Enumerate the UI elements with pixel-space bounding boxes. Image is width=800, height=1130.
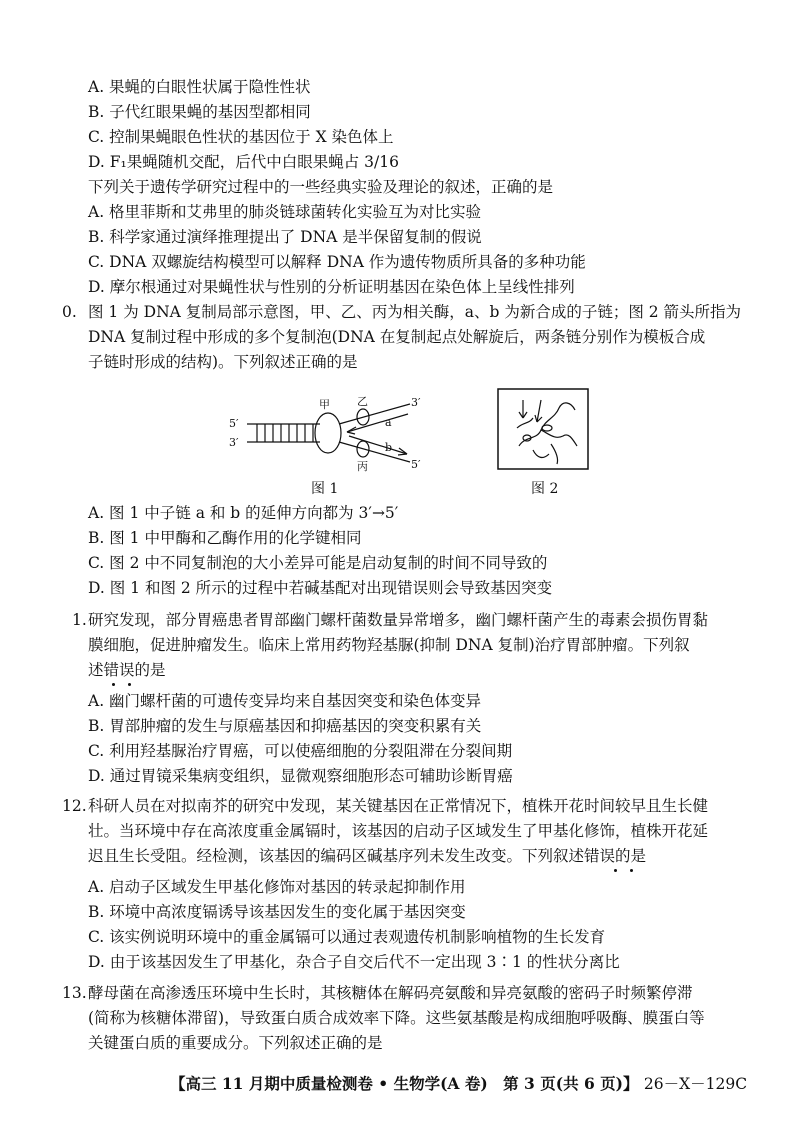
q13-stem-line-2: (简称为核糖体滞留)，导致蛋白质合成效率下降。这些氨基酸是构成细胞呼吸酶、膜蛋白等: [88, 1009, 705, 1027]
q10-stem-line-2: DNA 复制过程中形成的多个复制泡(DNA 在复制起点处解旋后，两条链分别作为模板合成: [88, 328, 706, 346]
emphasis-dot: [630, 869, 633, 872]
emphasis-dot: [128, 683, 131, 686]
prev-option-a: A. 果蝇的白眼性状属于隐性性状: [88, 78, 311, 96]
q9-option-c: C. DNA 双螺旋结构模型可以解释 DNA 作为遗传物质所具备的多种功能: [88, 253, 586, 271]
q11-stem-line-2: 膜细胞，促进肿瘤发生。临床上常用药物羟基脲(抑制 DNA 复制)治疗胃部肿瘤。下列叙: [88, 636, 690, 654]
q12-option-a: A. 启动子区域发生甲基化修饰对基因的转录起抑制作用: [88, 878, 466, 896]
footer-text: 【高三 11 月期中质量检测卷 • 生物学(A 卷) 第 3 页(共 6 页)】: [170, 1074, 639, 1093]
page-footer: [170, 1072, 747, 1094]
q10-option-a: A. 图 1 中子链 a 和 b 的延伸方向都为 3′→5′: [88, 504, 399, 522]
q12-option-b: B. 环境中高浓度镉诱导该基因发生的变化属于基因突变: [88, 903, 466, 921]
q10-stem-line-3: 子链时形成的结构)。下列叙述正确的是: [88, 353, 358, 371]
q11-option-d: D. 通过胃镜采集病变组织，显微观察细胞形态可辅助诊断胃癌: [88, 767, 513, 785]
q11-stem-line-3: 述错误的是: [88, 661, 166, 679]
q11-option-a: A. 幽门螺杆菌的可遗传变异均来自基因突变和染色体变异: [88, 692, 482, 710]
q12-option-c: C. 该实例说明环境中的重金属镉可以通过表观遗传机制影响植物的生长发育: [88, 928, 606, 946]
footer-code: 26－X－129C: [643, 1075, 748, 1093]
q12-number: 12.: [62, 797, 87, 815]
q11-option-c: C. 利用羟基脲治疗胃癌，可以使癌细胞的分裂阻滞在分裂间期: [88, 742, 513, 760]
q10-option-c: C. 图 2 中不同复制泡的大小差异可能是启动复制的时间不同导致的: [88, 554, 548, 572]
fig1-label-3p-left: 3′: [229, 436, 239, 449]
prev-option-c: C. 控制果蝇眼色性状的基因位于 X 染色体上: [88, 128, 394, 146]
q10-stem-line-1: 图 1 为 DNA 复制局部示意图，甲、乙、丙为相关酶，a、b 为新合成的子链；图 2 箭头所指为: [88, 303, 742, 321]
q9-option-a: A. 格里菲斯和艾弗里的肺炎链球菌转化实验互为对比实验: [88, 203, 482, 221]
figure-2-caption: 图 2: [531, 481, 559, 497]
q9-option-b: B. 科学家通过演绎推理提出了 DNA 是半保留复制的假说: [88, 228, 482, 246]
fig1-label-3p-right: 3′: [411, 396, 421, 409]
fig1-label-bing: 丙: [357, 460, 368, 473]
q11-number: 1.: [72, 611, 87, 629]
prev-option-b: B. 子代红眼果蝇的基因型都相同: [88, 103, 311, 121]
q10-option-d: D. 图 1 和图 2 所示的过程中若碱基配对出现错误则会导致基因突变: [88, 579, 553, 597]
prev-option-d: D. F₁果蝇随机交配，后代中白眼果蝇占 3/16: [88, 153, 399, 171]
q12-option-d: D. 由于该基因发生了甲基化，杂合子自交后代不一定出现 3∶1 的性状分离比: [88, 953, 620, 971]
figure-2-replication-bubbles: [497, 388, 589, 470]
q9-stem: 下列关于遗传学研究过程中的一些经典实验及理论的叙述，正确的是: [88, 178, 554, 196]
fig1-label-5p-left: 5′: [229, 417, 239, 430]
q11-option-b: B. 胃部肿瘤的发生与原癌基因和抑癌基因的突变积累有关: [88, 717, 482, 735]
fig1-label-yi: 乙: [357, 395, 368, 408]
q12-stem-line-1: 科研人员在对拟南芥的研究中发现，某关键基因在正常情况下，植株开花时间较早且生长健: [88, 797, 709, 815]
q13-stem-line-3: 关键蛋白质的重要成分。下列叙述正确的是: [88, 1034, 383, 1052]
figure-1-caption: 图 1: [311, 481, 339, 497]
q10-option-b: B. 图 1 中甲酶和乙酶作用的化学键相同: [88, 529, 362, 547]
figure-1-dna-replication: [225, 392, 430, 474]
emphasis-dot: [614, 869, 617, 872]
q10-number: 0.: [62, 303, 77, 321]
fig1-label-b: b: [385, 441, 393, 454]
enzyme-jia-shape: [315, 413, 341, 453]
q13-number: 13.: [62, 984, 87, 1002]
q13-stem-line-1: 酵母菌在高渗透压环境中生长时，其核糖体在解码亮氨酸和异亮氨酸的密码子时频繁停滞: [88, 984, 693, 1002]
emphasis-dot: [112, 683, 115, 686]
q12-stem-line-2: 壮。当环境中存在高浓度重金属镉时，该基因的启动子区域发生了甲基化修饰，植株开花延: [88, 822, 709, 840]
fig1-label-a: a: [385, 416, 392, 429]
q11-stem-line-1: 研究发现，部分胃癌患者胃部幽门螺杆菌数量异常增多，幽门螺杆菌产生的毒素会损伤胃黏: [88, 611, 709, 629]
fig1-label-jia: 甲: [319, 398, 330, 411]
q12-stem-line-3: 迟且生长受阻。经检测，该基因的编码区碱基序列未发生改变。下列叙述错误的是: [88, 847, 647, 865]
fig1-label-5p-right: 5′: [411, 458, 421, 471]
q9-option-d: D. 摩尔根通过对果蝇性状与性别的分析证明基因在染色体上呈线性排列: [88, 278, 575, 296]
